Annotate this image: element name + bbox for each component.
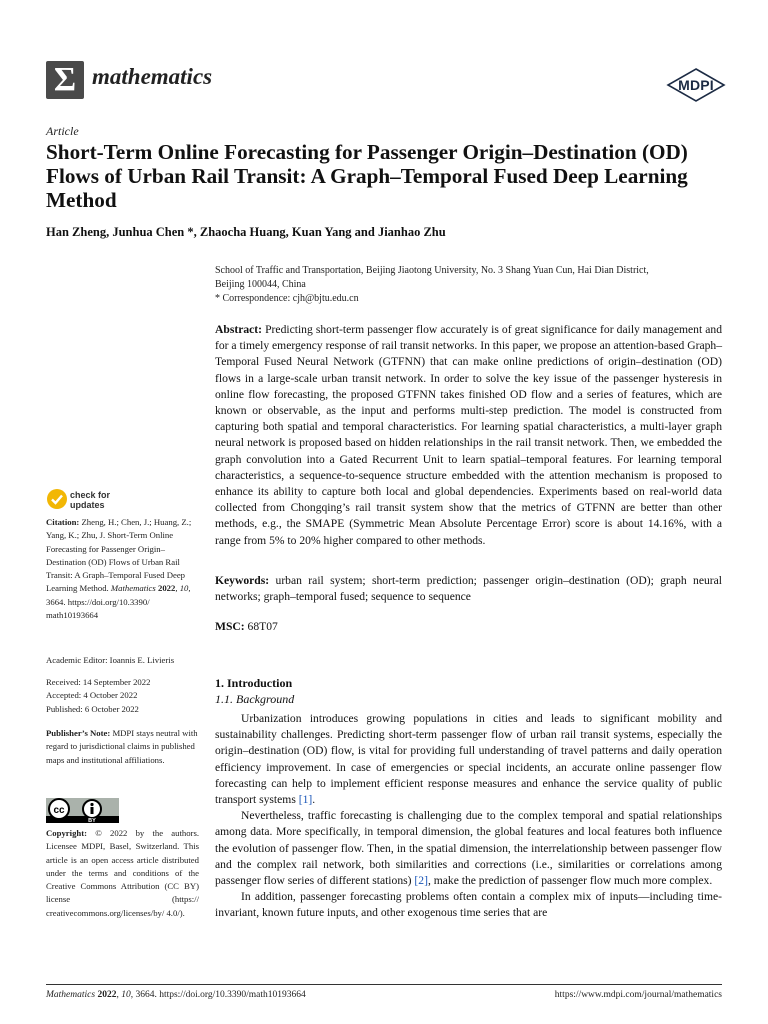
abstract [215,322,722,549]
abstract-text: Predicting short-term passenger flow accurately is of great significance for daily management and for a timely emergency response of rail transit networks. In this paper, we propose an attention-based Graph–Temporal Fused Neural Network (GTFNN) that can make online predictions of origin–destination (OD) flows in a large-scale urban transit network. In order to solve the key issue of the passenger hysteresis in online flow forecasting, the proposed GTFNN takes finished OD flow and a series of features, which are known or observable, as the input and performs multi-step prediction. The model is constructed from capturing both spatial and temporal characteristics. For learning spatial characteristics, a multi-layer graph neural network is proposed based on hidden relationships in the rail transit network. Then, we embedded the graph convolution into a Gated Recurrent Unit to learn spatial–temporal features. For learning temporal characteristics, a sequence-to-sequence structure embedded with the attention mechanism is proposed to enhance its ability to capture both local and global dependencies. Experiments based on real-world data collected from Chongqing’s rail transit system show that the metrics of GTFNN are better than other methods, e.g., the SMAPE (Symmetric Mean Absolute Percentage Error) score is about 14.16%, with a range from 5% to 20% higher compared to other methods. [215,323,722,547]
paragraph: Nevertheless, traffic forecasting is challenging due to the complex temporal and spatial relationships among data. More specifically, in temporal dimension, the global features and local features both influence the evolution of passenger flow. Then, in the spatial dimension, the interrelationship between passenger flow and the complex rail network, both similarities and corrections (i.e., similarities or correlations among passenger flow series of different stations) [2], make the prediction of passenger flow much more complex. [215,809,722,888]
msc-text: 68T07 [247,620,278,633]
received-date: Received: 14 September 2022 [46,677,151,687]
sigma-icon: Σ [53,61,77,98]
svg-text:cc: cc [53,805,65,816]
publication-dates [46,676,199,716]
affiliation-line: Beijing 100044, China [215,279,306,290]
copyright-notice: Copyright: © 2022 by the authors. Licensee MDPI, Basel, Switzerland. This article is an open access article distributed under the terms and conditions of the Creative Commons Attribution (CC BY) license (https:// creativecommons.org/licenses/by/ 4.0/). [46,828,199,918]
paragraph: Urbanization introduces growing populations in cities and leads to significant mobility and sustainability challenges. Predicting short-term passenger flow of urban rail transit systems, especially the origin–destination (OD) flow, is vital for providing full understanding of travel patterns and daily operation efficiency improvement. In case of emergencies or special incidents, an accurate online passenger flow forecasting can help to implement efficient response measures and enhance the service quality of public transport systems [1]. [215,712,722,807]
journal-name: mathematics [92,64,213,89]
introduction-body [215,711,722,922]
citation-label: Citation: [46,517,80,527]
citation-block: Citation: Zheng, H.; Chen, J.; Huang, Z.; Yang, K.; Zhu, J. Short-Term Online Forecasting for Passenger Origin–Destination (OD) Flows of Urban Rail Transit: A Graph–Temporal Fused Deep Learning Method. Mathematics 2022, 10, 3664. https://doi.org/10.3390/ math10193664 [46,517,192,621]
reference-link[interactable]: [2] [414,874,428,888]
journal-logo [46,61,84,99]
keywords [215,573,722,605]
reference-link[interactable]: [1] [298,793,313,807]
abstract-label: Abstract: [215,323,263,336]
cc-by-label: BY [88,818,96,823]
msc-label: MSC: [215,620,245,633]
article-title: Short-Term Online Forecasting for Passenger Origin–Destination (OD) Flows of Urban Rail Transit: A Graph–Temporal Fused Deep Learning Method [46,140,688,212]
msc [215,619,722,635]
publisher-name: MDPI [678,77,714,93]
academic-editor: Academic Editor: Ioannis E. Livieris [46,655,175,665]
check-for-updates-icon[interactable] [46,488,68,510]
keywords-text: urban rail system; short-term prediction; passenger origin–destination (OD); graph neural networks; graph–temporal fused; sequence to sequence [215,574,722,604]
check-for-updates-label[interactable]: check for updates [70,490,111,510]
affiliation-block [215,264,715,306]
cc-by-license-icon[interactable] [46,798,119,823]
correspondence: * Correspondence: cjh@bjtu.edu.cn [215,293,359,304]
publisher-note: Publisher’s Note: MDPI stays neutral with regard to jurisdictional claims in published maps and institutional affiliations. [46,728,198,765]
affiliation-line: School of Traffic and Transportation, Beijing Jiaotong University, No. 3 Shang Yuan Cun, Hai Dian District, [215,265,649,276]
paragraph: In addition, passenger forecasting problems often contain a complex mix of inputs—including time-invariant, known future inputs, and other exogenous time series that are [215,890,722,920]
footer-divider [46,984,722,985]
subsection-heading: 1.1. Background [215,692,295,706]
author-list: Han Zheng, Junhua Chen *, Zhaocha Huang, Kuan Yang and Jianhao Zhu [46,225,446,239]
accepted-date: Accepted: 4 October 2022 [46,690,138,701]
journal-url-link[interactable]: https://www.mdpi.com/journal/mathematics [554,990,722,1000]
article-type: Article [46,124,79,138]
footer-citation: Mathematics 2022, 10, 3664. https://doi.org/10.3390/math10193664 [46,990,306,1000]
keywords-label: Keywords: [215,574,270,587]
published-date: Published: 6 October 2022 [46,703,139,714]
section-heading: 1. Introduction [215,676,293,690]
